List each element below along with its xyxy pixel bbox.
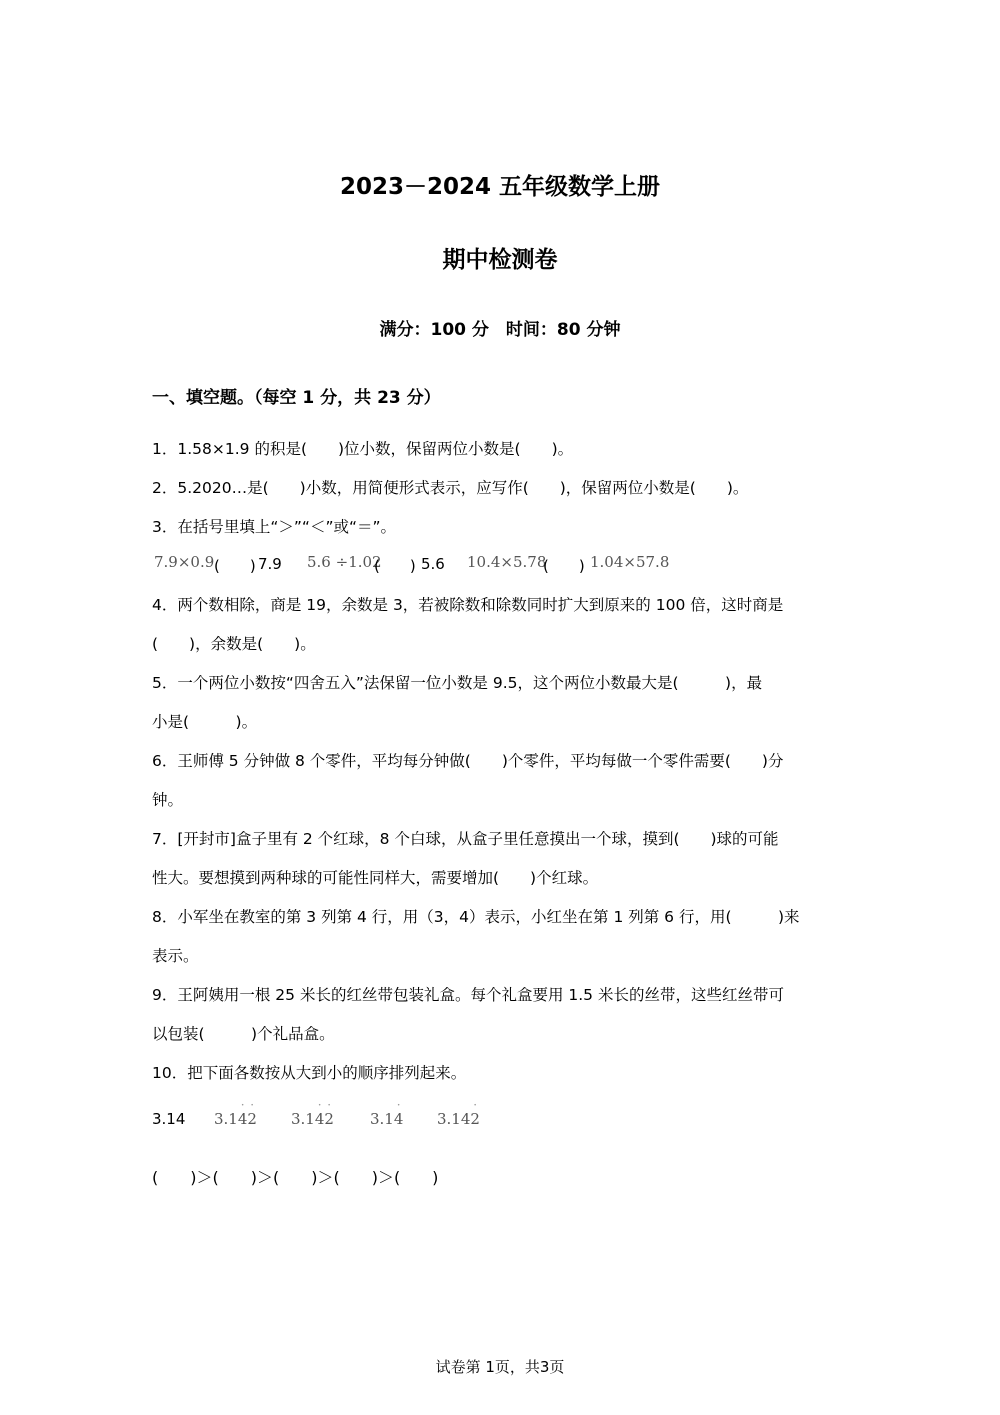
- comparison-blank-3[interactable]: ( ): [543, 557, 585, 575]
- question-5-line2: 小是( )。: [152, 713, 258, 731]
- comparison-right-3: 1.04×57.8: [590, 553, 670, 571]
- question-1: 1．1.58×1.9 的积是( )位小数，保留两位小数是( )。: [152, 440, 574, 458]
- number-1: 3.14: [152, 1110, 186, 1128]
- number-5: 3.14· 2: [437, 1110, 480, 1128]
- number-4: 3.1· 4: [370, 1110, 403, 1128]
- comparison-blank-2[interactable]: ( ): [374, 557, 416, 575]
- page-footer: 试卷第 1页，共3页: [435, 1358, 565, 1376]
- exam-title: 2023－2024 五年级数学上册: [339, 174, 661, 200]
- question-9-line2: 以包装( )个礼品盒。: [152, 1025, 335, 1043]
- order-answer-blanks[interactable]: ( )＞( )＞( )＞( )＞( ): [152, 1168, 439, 1187]
- comparison-right-2: 5.6: [421, 555, 445, 573]
- question-7-line1: 7．[开封市]盒子里有 2 个红球，8 个白球，从盒子里任意摸出一个球，摸到( )球的可能: [152, 830, 779, 848]
- question-3: 3．在括号里填上“＞”“＜”或“＝”。: [152, 518, 397, 536]
- exam-meta: 满分：100 分 时间：80 分钟: [379, 320, 621, 340]
- question-6-line1: 6．王师傅 5 分钟做 8 个零件，平均每分钟做( )个零件，平均每做一个零件需要( )分: [152, 752, 784, 770]
- number-3: 3.1· 4· 2: [291, 1110, 334, 1128]
- comparison-right-1: 7.9: [258, 555, 282, 573]
- comparison-left-2: 5.6 ÷1.02: [307, 553, 382, 571]
- question-8-line2: 表示。: [152, 947, 199, 965]
- question-6-line2: 钟。: [152, 791, 184, 809]
- number-2: 3.1· 4· 2: [214, 1110, 257, 1128]
- comparison-blank-1[interactable]: ( ): [214, 557, 256, 575]
- question-4-line1: 4．两个数相除，商是 19，余数是 3，若被除数和除数同时扩大到原来的 100 倍，这时商是: [152, 596, 784, 614]
- comparison-left-3: 10.4×5.78: [467, 553, 547, 571]
- question-9-line1: 9．王阿姨用一根 25 米长的红丝带包装礼盒。每个礼盒要用 1.5 米长的丝带，这些红丝带可: [152, 986, 784, 1004]
- comparison-left-1: 7.9×0.9: [154, 553, 215, 571]
- question-2: 2．5.2020…是( )小数，用简便形式表示，应写作( )，保留两位小数是( )。: [152, 479, 749, 497]
- question-5-line1: 5．一个两位小数按“四舍五入”法保留一位小数是 9.5，这个两位小数最大是( )，最: [152, 674, 763, 692]
- question-10: 10．把下面各数按从大到小的顺序排列起来。: [152, 1064, 467, 1082]
- section-heading: 一、填空题。（每空 1 分，共 23 分）: [152, 388, 441, 408]
- question-7-line2: 性大。要想摸到两种球的可能性同样大，需要增加( )个红球。: [152, 869, 599, 887]
- question-8-line1: 8．小军坐在教室的第 3 列第 4 行，用（3，4）表示，小红坐在第 1 列第 6 行，用( )来: [152, 908, 800, 926]
- question-4-line2: ( )，余数是( )。: [152, 635, 316, 653]
- exam-subtitle: 期中检测卷: [442, 247, 558, 273]
